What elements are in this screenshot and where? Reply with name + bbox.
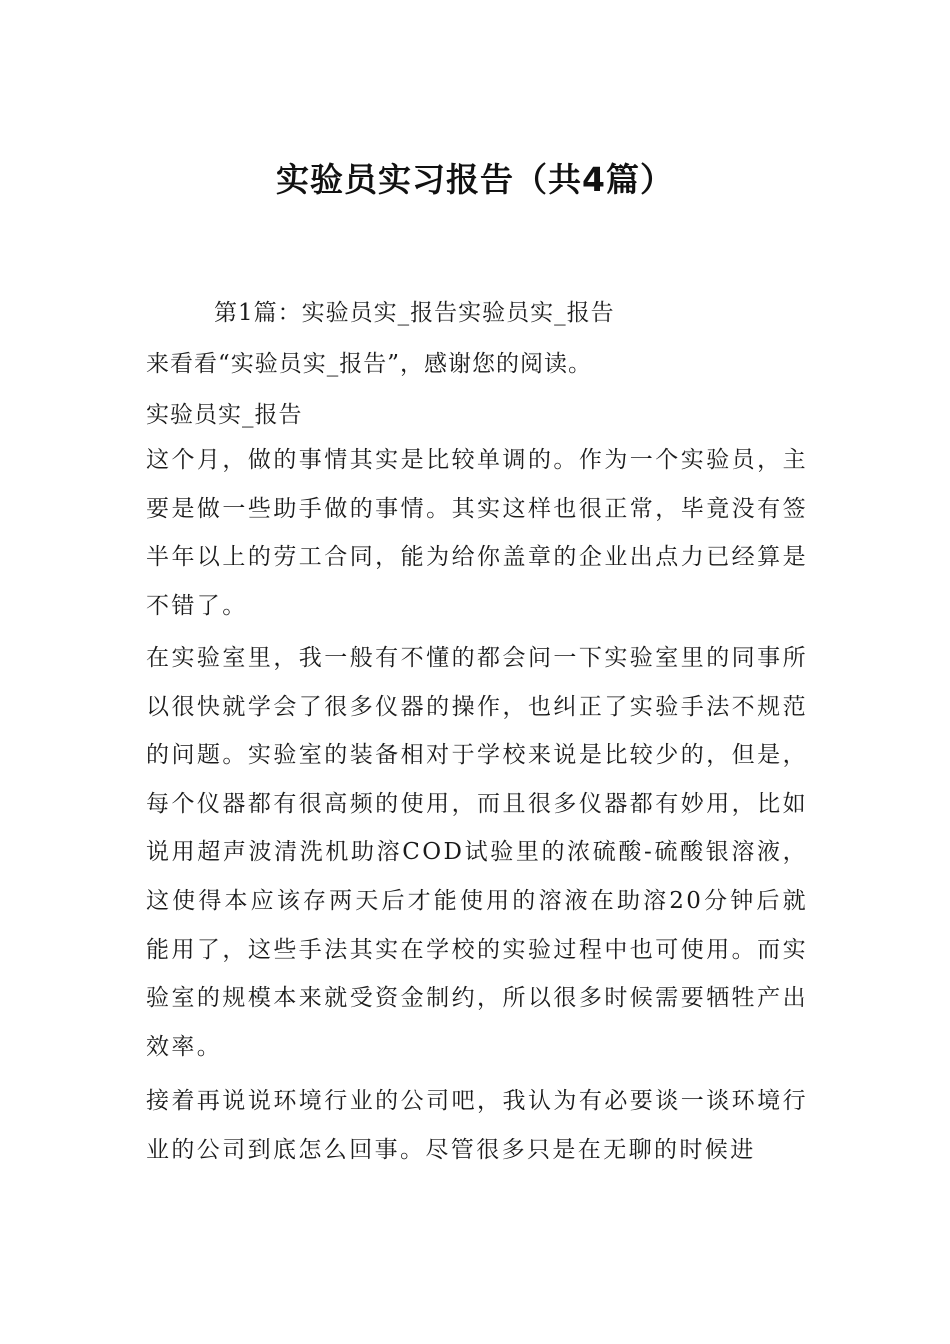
paragraph-1: 这个月，做的事情其实是比较单调的。作为一个实验员，主要是做一些助手做的事情。其实这样也很正常，毕竟没有签半年以上的劳工合同，能为给你盖章的企业出点力已经算是不错了。 bbox=[146, 447, 808, 619]
paragraph-3: 接着再说说环境行业的公司吧，我认为有必要谈一谈环境行业的公司到底怎么回事。尽管很多只是在无聊的时候进 bbox=[146, 1088, 808, 1163]
intro-line: 来看看“实验员实_报告”，感谢您的阅读。 bbox=[146, 351, 593, 377]
section-title: 实验员实_报告 bbox=[146, 402, 303, 428]
chapter-heading: 第1篇：实验员实_报告实验员实_报告 bbox=[214, 300, 615, 326]
paragraph-2: 在实验室里，我一般有不懂的都会问一下实验室里的同事所以很快就学会了很多仪器的操作，也纠正了实验手法不规范的问题。实验室的装备相对于学校来说是比较少的，但是，每个仪器都有很高频的使用，而且很多仪器都有妙用，比如说用超声波清洗机助溶COD试验里的浓硫酸-硫酸银溶液，这使得本应该存两天后才能使用的溶液在助溶20分钟后就能用了，这些手法其实在学校的实验过程中也可使用。而实验室的规模本来就受资金制约，所以很多时候需要牺牲产出效率。 bbox=[146, 645, 808, 1060]
document-title: 实验员实习报告（共4篇） bbox=[276, 160, 674, 199]
